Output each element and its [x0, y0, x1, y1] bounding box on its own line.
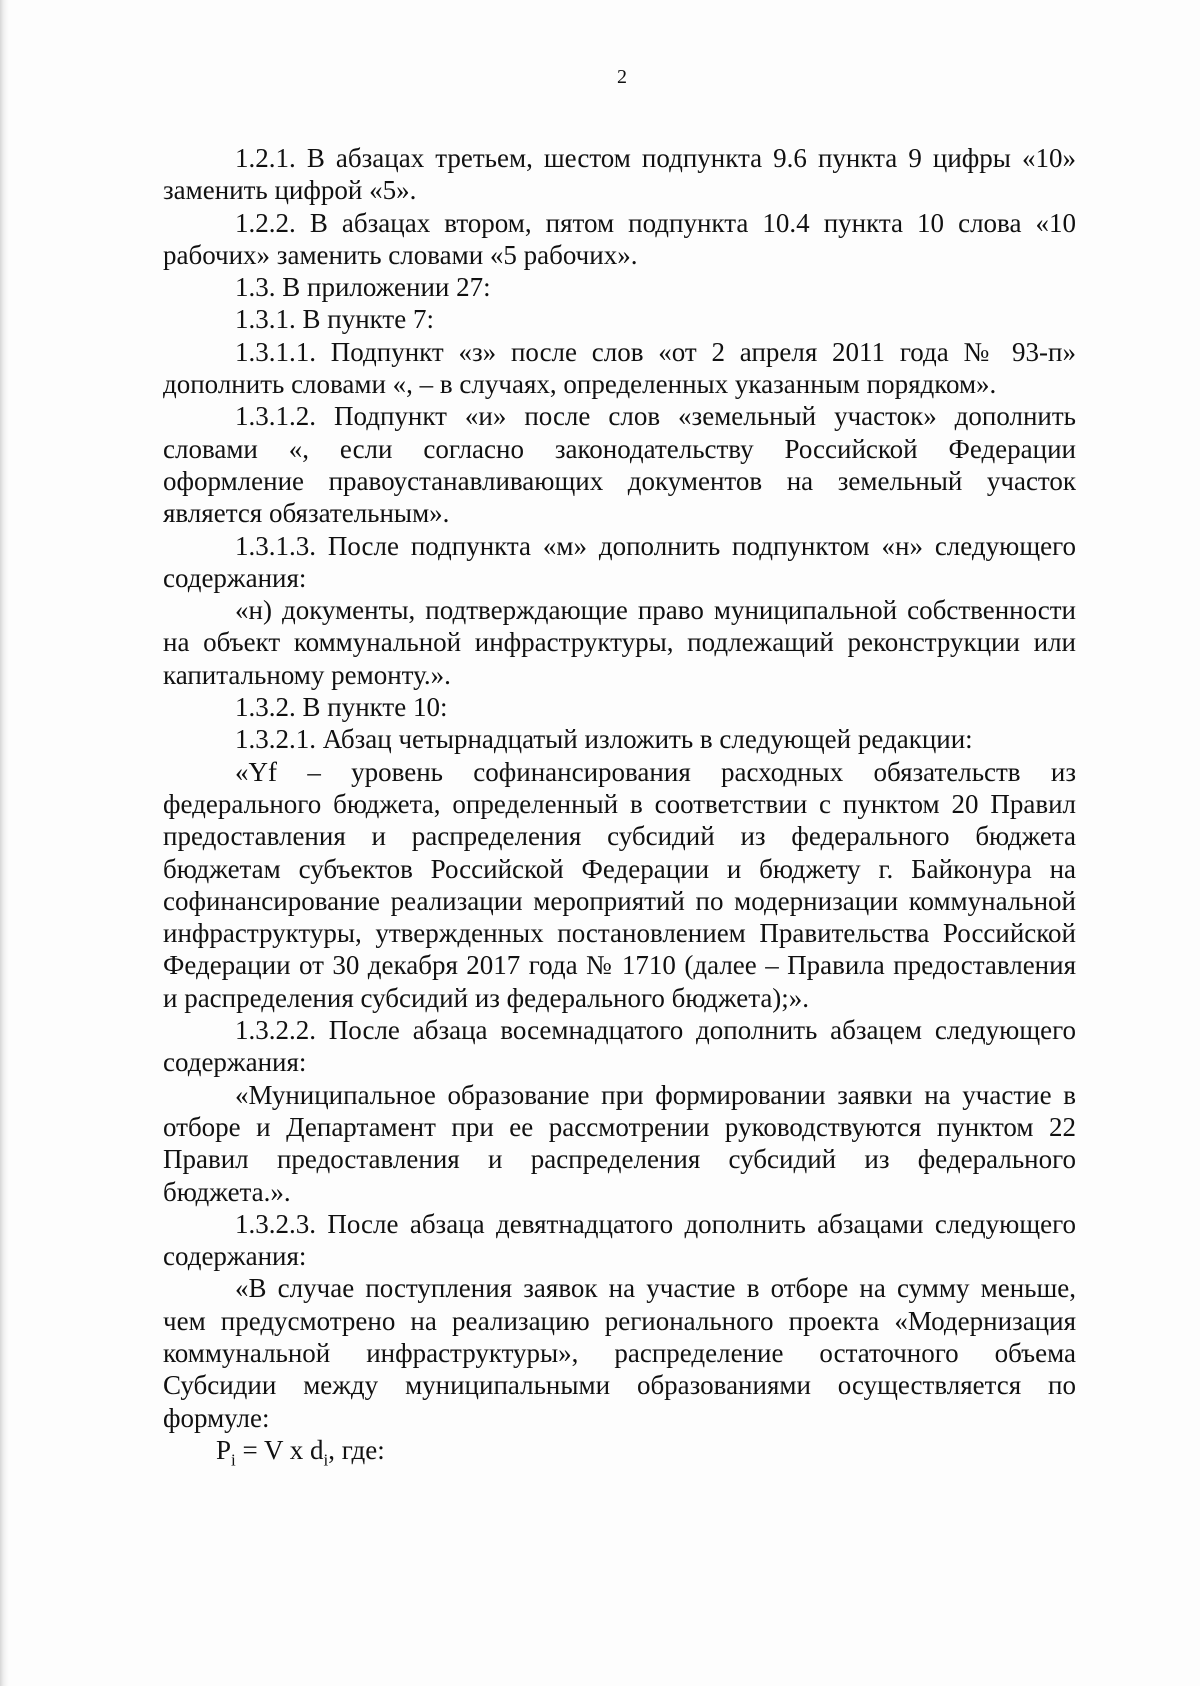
paragraph-1-2-2: 1.2.2. В абзацах втором, пятом подпункта 10.4 пункта 10 слова «10 рабочих» заменить словами «5 рабочих». — [163, 207, 1076, 270]
paragraph-1-3: 1.3. В приложении 27: — [235, 272, 491, 303]
formula-p-subscript: i — [231, 1450, 236, 1470]
paragraph-municipal-application: «Муниципальное образование при формировании заявки на участие в отборе и Департамент при ее рассмотрении руководствуются пунктом 22 Правил предоставления и распределения субсидий из федерального бюджета.». — [163, 1079, 1076, 1207]
paragraph-1-3-2-1: 1.3.2.1. Абзац четырнадцатый изложить в следующей редакции: — [235, 724, 973, 755]
scan-edge — [0, 0, 9, 1686]
paragraph-1-3-1: 1.3.1. В пункте 7: — [235, 304, 434, 335]
formula-d-subscript: i — [323, 1450, 329, 1470]
formula-tail: , где: — [328, 1434, 385, 1465]
paragraph-1-3-2-2: 1.3.2.2. После абзаца восемнадцатого дополнить абзацем следующего содержания: — [163, 1015, 1076, 1078]
paragraph-subitem-n: «н) документы, подтверждающие право муниципальной собственности на объект коммунальной инфраструктуры, подлежащий реконструкции или капитальному ремонту.». — [163, 595, 1076, 690]
paragraph-yf-definition: «Yf – уровень софинансирования расходных обязательств из федерального бюджета, определенный в соответствии с пунктом 20 Правил предоставления и распределения субсидий из федерального бюджета бюджетам субъектов Российской Федерации и бюджету г. Байконура на софинансирование реализации мероприятий по модернизации коммунальной инфраструктуры, утвержденных постановлением Правительства Российской Федерации от 30 декабря 2017 года № 1710 (далее – Правила предоставления и распределения субсидий из федерального бюджета);». — [163, 756, 1076, 1013]
paragraph-1-3-1-2: 1.3.1.2. Подпункт «и» после слов «земельный участок» дополнить словами «, если согласно законодательству Российской Федерации оформление правоустанавливающих документов на земельный участок является обязательным». — [163, 401, 1076, 529]
paragraph-1-3-1-1: 1.3.1.1. Подпункт «з» после слов «от 2 апреля 2011 года № 93-п» дополнить словами «, – в случаях, определенных указанным порядком». — [163, 336, 1076, 400]
paragraph-1-3-1-3: 1.3.1.3. После подпункта «м» дополнить подпунктом «н» следующего содержания: — [163, 530, 1076, 593]
formula-middle: = V x d — [235, 1434, 324, 1465]
page-number: 2 — [617, 66, 627, 88]
paragraph-1-2-1: 1.2.1. В абзацах третьем, шестом подпункта 9.6 пункта 9 цифры «10» заменить цифрой «5». — [163, 143, 1076, 206]
paragraph-remaining-subsidy: «В случае поступления заявок на участие в отборе на сумму меньше, чем предусмотрено на реализацию регионального проекта «Модернизация коммунальной инфраструктуры», распределение остаточного объема Субсидии между муниципальными образованиями осуществляется по формуле: — [163, 1273, 1076, 1433]
paragraph-1-3-2-3: 1.3.2.3. После абзаца девятнадцатого дополнить абзацами следующего содержания: — [163, 1208, 1076, 1272]
document-body — [163, 142, 1076, 1470]
formula-p: P — [216, 1434, 232, 1465]
formula-line — [163, 1434, 1076, 1470]
paragraph-1-3-2: 1.3.2. В пункте 10: — [235, 692, 448, 723]
